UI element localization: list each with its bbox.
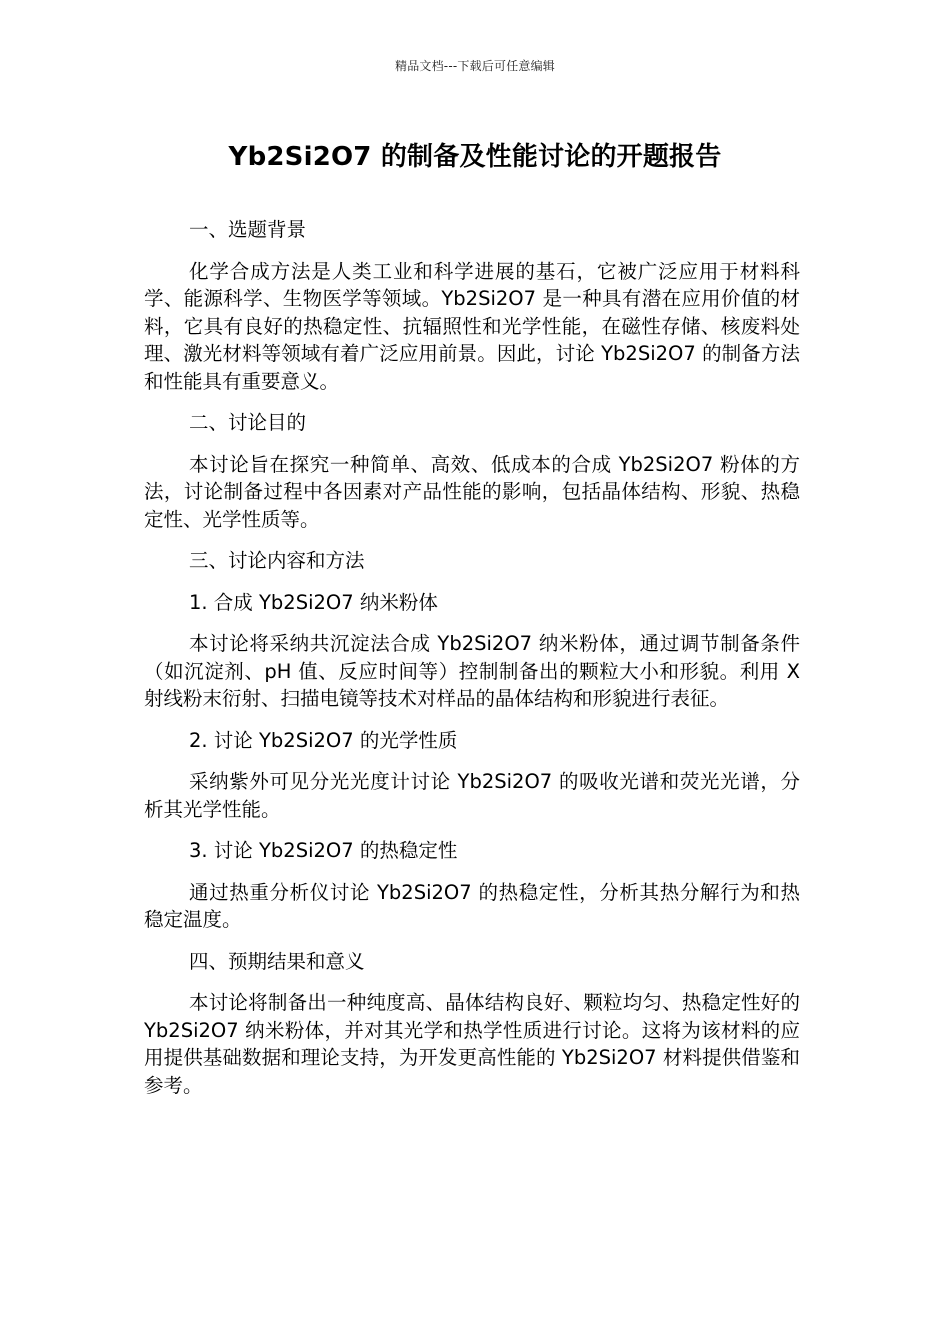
document-body — [144, 216, 800, 1113]
subheading-optical: 2. 讨论 Yb2Si2O7 的光学性质 — [189, 728, 458, 752]
paragraph-synthesis: 本讨论将采纳共沉淀法合成 Yb2Si2O7 纳米粉体，通过调节制备条件（如沉淀剂、pH 值、反应时间等）控制制备出的颗粒大小和形貌。利用 X 射线粉末衍射、扫描电镜等技术对样品的晶体结构和形貌进行表征。 — [144, 632, 800, 710]
paragraph-results: 本讨论将制备出一种纯度高、晶体结构良好、颗粒均匀、热稳定性好的 Yb2Si2O7 纳米粉体，并对其光学和热学性质进行讨论。这将为该材料的应用提供基础数据和理论支持，为开发更高性能的 Yb2Si2O7 材料提供借鉴和参考。 — [144, 991, 800, 1097]
paragraph-purpose: 本讨论旨在探究一种简单、高效、低成本的合成 Yb2Si2O7 粉体的方法，讨论制备过程中各因素对产品性能的影响，包括晶体结构、形貌、热稳定性、光学性质等。 — [144, 452, 800, 531]
subheading-thermal: 3. 讨论 Yb2Si2O7 的热稳定性 — [189, 839, 458, 862]
header-note: 精品文档---下载后可任意编辑 — [395, 59, 555, 73]
section-heading-results: 四、预期结果和意义 — [189, 949, 365, 973]
section-heading-purpose: 二、讨论目的 — [189, 411, 307, 434]
section-heading-background: 一、选题背景 — [189, 218, 307, 241]
subheading-synthesis: 1. 合成 Yb2Si2O7 纳米粉体 — [189, 590, 438, 614]
document-title: Yb2Si2O7 的制备及性能讨论的开题报告 — [228, 142, 722, 172]
section-heading-content-methods: 三、讨论内容和方法 — [189, 549, 365, 572]
paragraph-background: 化学合成方法是人类工业和科学进展的基石，它被广泛应用于材料科学、能源科学、生物医学等领域。Yb2Si2O7 是一种具有潜在应用价值的材料，它具有良好的热稳定性、抗辐照性和光学性能，在磁性存储、核废料处理、激光材料等领域有着广泛应用前景。因此，讨论 Yb2Si2O7 的制备方法和性能具有重要意义。 — [144, 259, 800, 393]
paragraph-thermal: 通过热重分析仪讨论 Yb2Si2O7 的热稳定性，分析其热分解行为和热稳定温度。 — [144, 880, 800, 931]
paragraph-optical: 采纳紫外可见分光光度计讨论 Yb2Si2O7 的吸收光谱和荧光光谱，分析其光学性能。 — [144, 770, 800, 821]
